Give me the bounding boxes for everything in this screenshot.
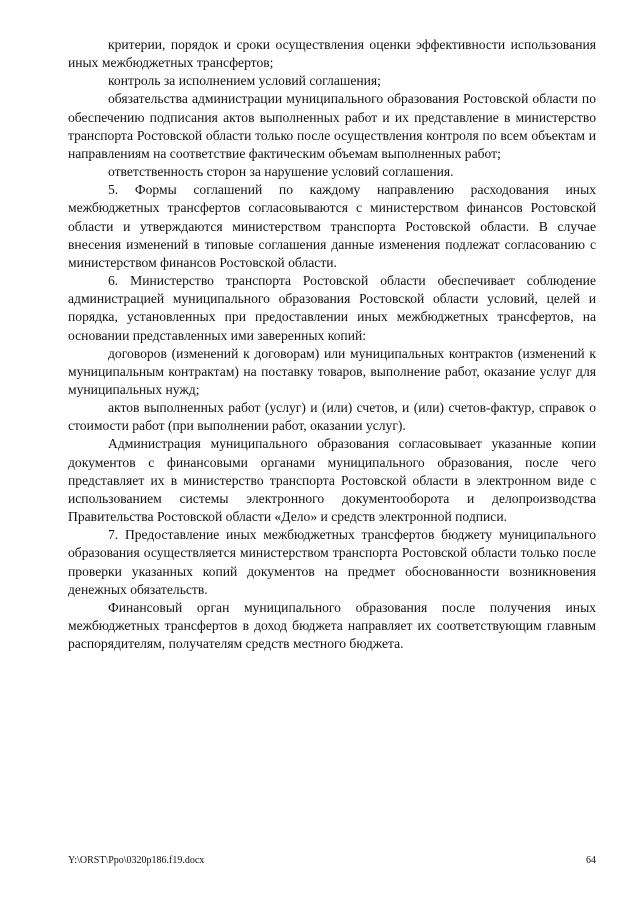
- paragraph: ответственность сторон за нарушение условий соглашения.: [108, 164, 454, 180]
- paragraph: критерии, порядок и сроки осуществления оценки эффективности использования иных межбюджетных трансфертов;: [68, 37, 596, 71]
- file-path: Y:\ORST\Ppo\0320p186.f19.docx: [68, 855, 205, 866]
- paragraph: 5. Формы соглашений по каждому направлению расходования иных межбюджетных трансфертов согласовываются с министерством финансов Ростовской области и утверждаются министерством транспорта Ростовской области. В случае внесения изменений в типовые соглашения данные изменения подлежат согласованию с министерством финансов Ростовской области.: [68, 182, 596, 270]
- paragraph: договоров (изменений к договорам) или муниципальных контрактов (изменений к муниципальным контрактам) на поставку товаров, выполнение работ, оказание услуг для муниципальных нужд;: [68, 345, 596, 397]
- paragraph: обязательства администрации муниципального образования Ростовской области по обеспечению подписания актов выполненных работ и их представление в министерство транспорта Ростовской области только после осуществления контроля по всем объектам и направлениям на соответствие фактическим объемам выполненных работ;: [68, 91, 596, 161]
- page-footer: [68, 855, 596, 867]
- paragraph: контроль за исполнением условий соглашения;: [108, 73, 381, 89]
- paragraph: 6. Министерство транспорта Ростовской области обеспечивает соблюдение администрацией муниципального образования Ростовской области условий, целей и порядка, установленных при предоставлении иных межбюджетных трансфертов, на основании представленных ими заверенных копий:: [68, 273, 596, 343]
- paragraph: 7. Предоставление иных межбюджетных трансфертов бюджету муниципального образования осуществляется министерством транспорта Ростовской области только после проверки указанных копий документов на предмет обоснованности возникновения денежных обязательств.: [68, 527, 596, 597]
- document-body: [68, 36, 596, 653]
- paragraph: актов выполненных работ (услуг) и (или) счетов, и (или) счетов-фактур, справок о стоимости работ (при выполнении работ, оказании услуг).: [68, 400, 596, 434]
- paragraph: Финансовый орган муниципального образования после получения иных межбюджетных трансфертов в доход бюджета направляет их соответствующим главным распорядителям, получателям средств местного бюджета.: [68, 599, 596, 652]
- paragraph: Администрация муниципального образования согласовывает указанные копии документов с финансовыми органами муниципального образования, после чего представляет их в министерство транспорта Ростовской области в электронном виде с использованием системы электронного документооборота и делопроизводства Правительства Ростовской области «Дело» и средств электронной подписи.: [68, 436, 596, 525]
- page-number: 64: [586, 855, 596, 866]
